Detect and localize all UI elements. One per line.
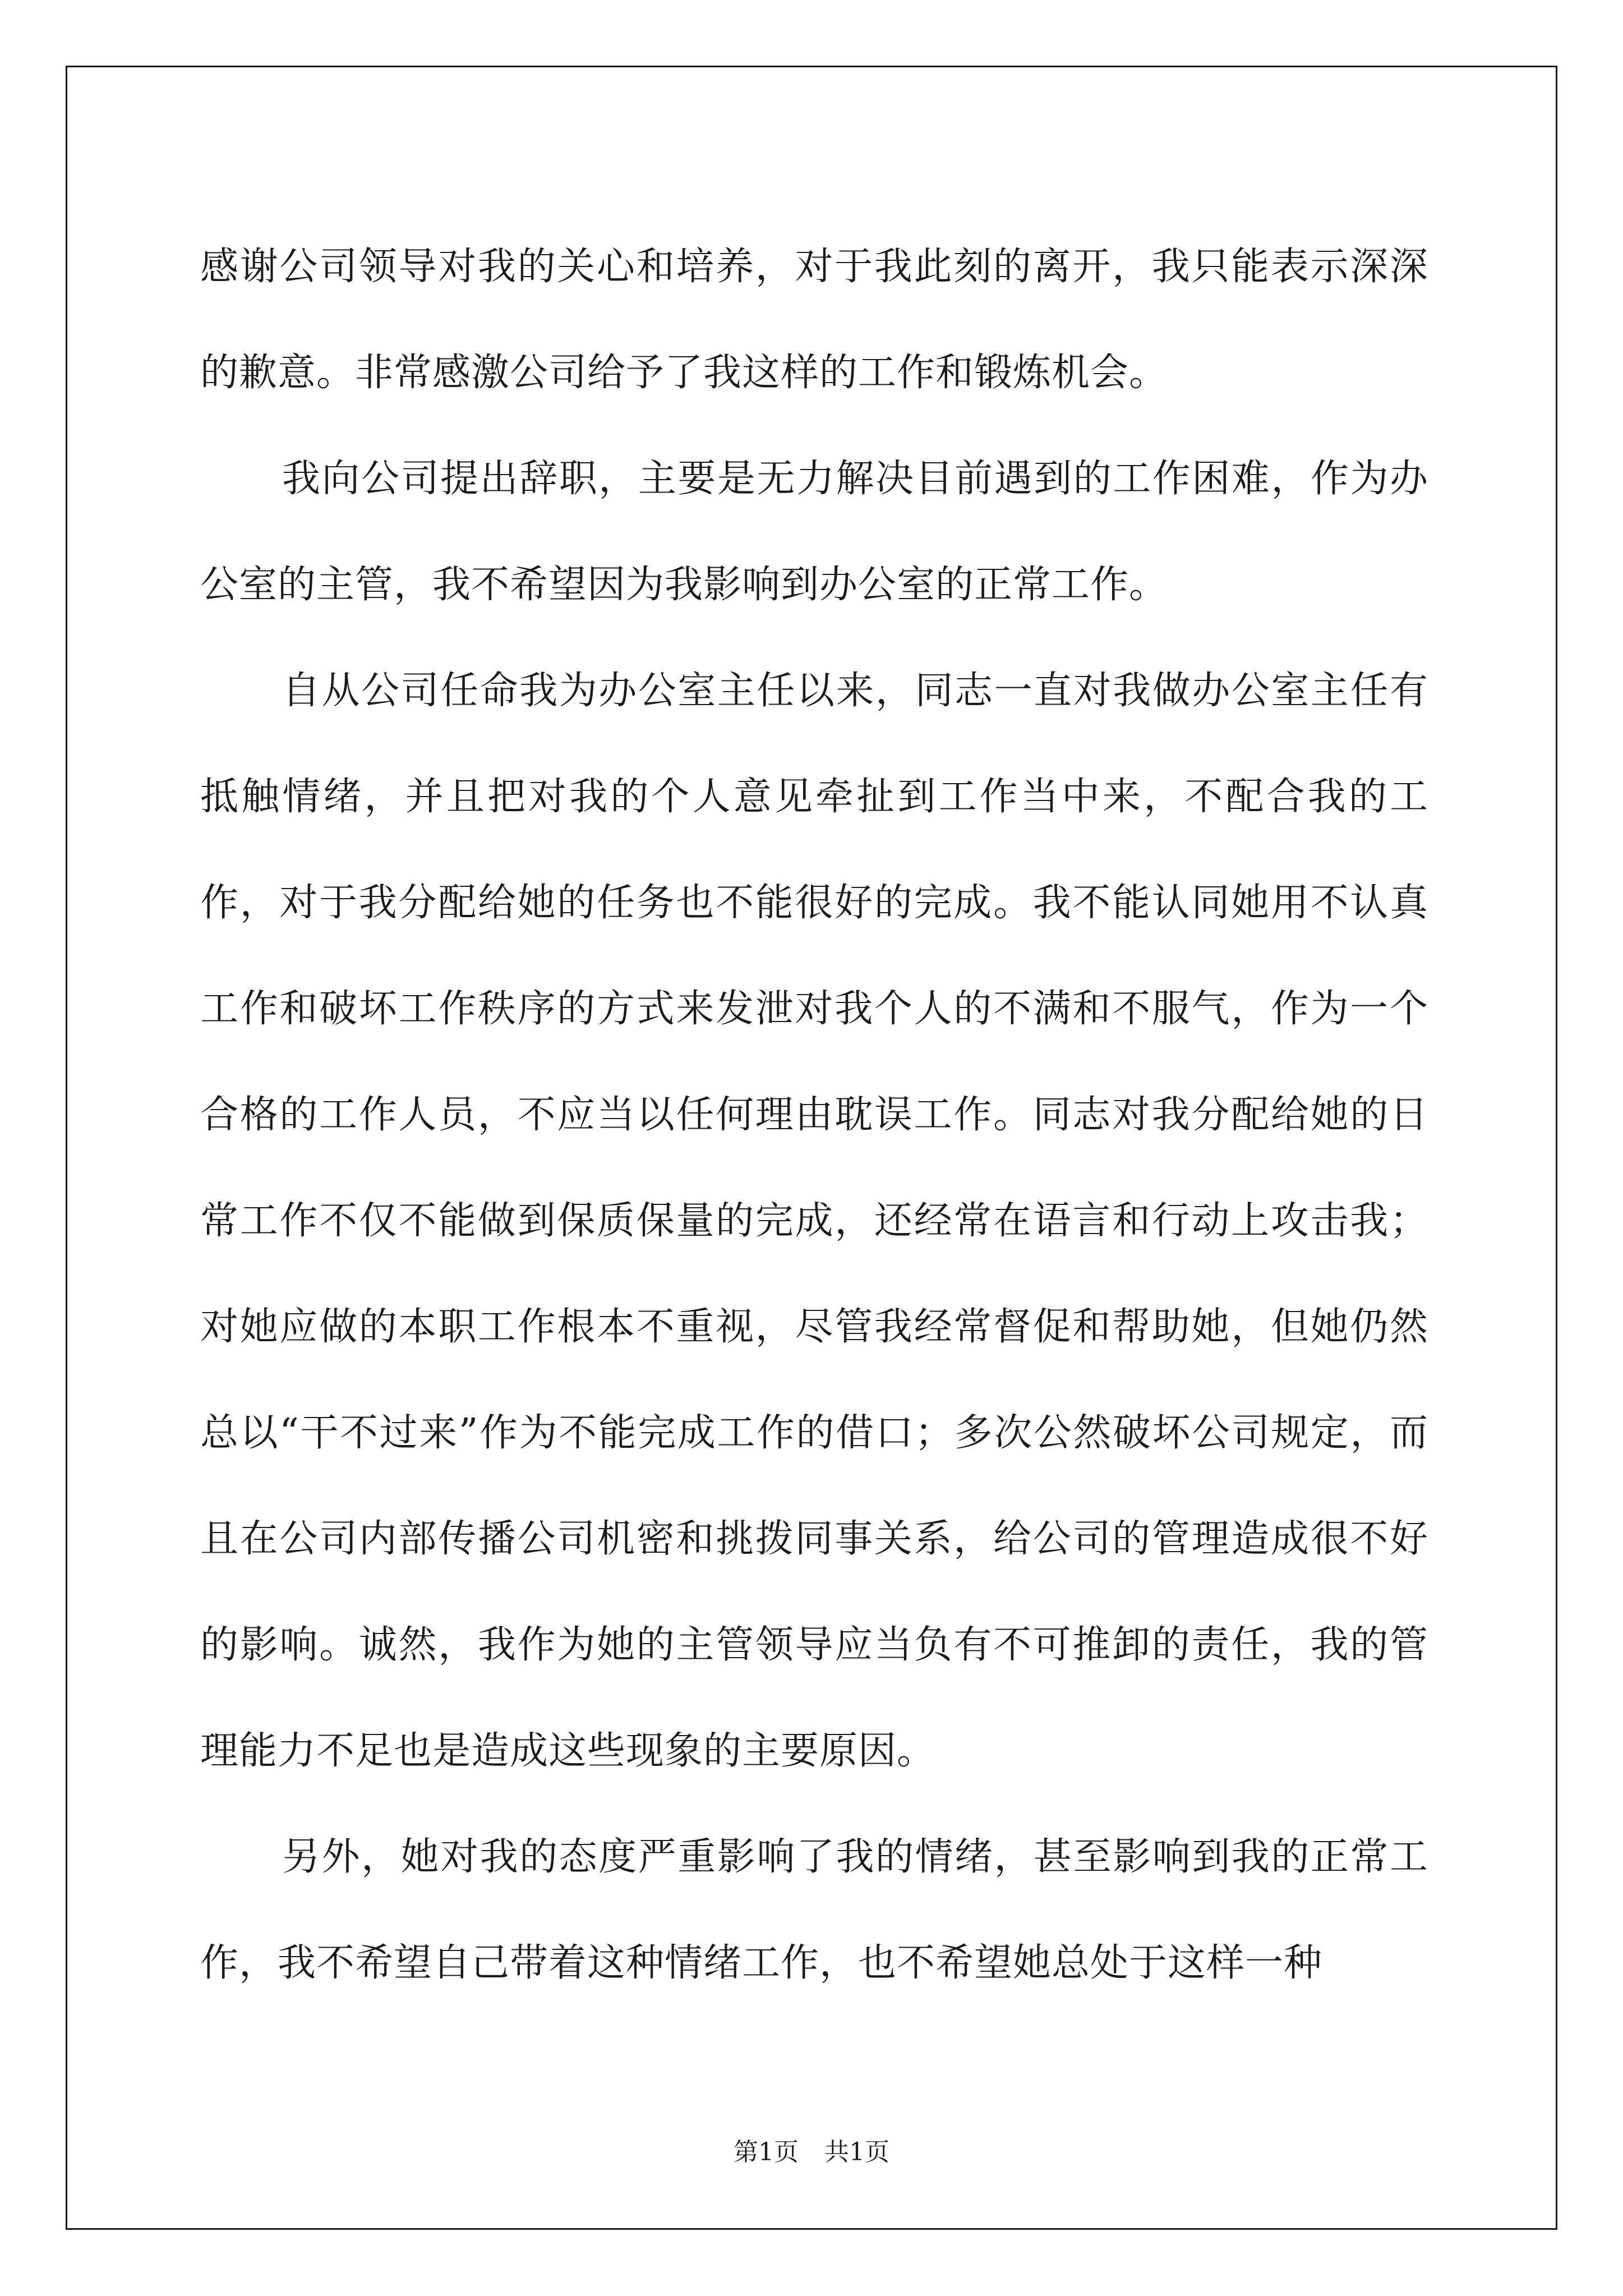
paragraph-colleague-conflict: 自从公司任命我为办公室主任以来，同志一直对我做办公室主任有抵触情绪，并且把对我的个人意见牵扯到工作当中来，不配合我的工作，对于我分配给她的任务也不能很好的完成。我不能认同她用不认真工作和破坏工作秩序的方式来发泄对我个人的不满和不服气，作为一个合格的工作人员，不应当以任何理由耽误工作。同志对我分配给她的日常工作不仅不能做到保质保量的完成，还经常在语言和行动上攻击我；对她应做的本职工作根本不重视，尽管我经常督促和帮助她，但她仍然总以“干不过来”作为不能完成工作的借口；多次公然破坏公司规定，而且在公司内部传播公司机密和挑拨同事关系，给公司的管理造成很不好的影响。诚然，我作为她的主管领导应当负有不可推卸的责任，我的管理能力不足也是造成这些现象的主要原因。 [200, 669, 1428, 1773]
page-footer [0, 2132, 1623, 2168]
page-number-total: 共1页 [824, 2138, 889, 2166]
paragraph-resignation-reason: 我向公司提出辞职，主要是无力解决目前遇到的工作困难，作为办公室的主管，我不希望因为我影响到办公室的正常工作。 [200, 457, 1428, 607]
page-number-current: 第1页 [734, 2138, 799, 2166]
document-body [200, 214, 1428, 2016]
paragraph-thanks: 感谢公司领导对我的关心和培养，对于我此刻的离开，我只能表示深深的歉意。非常感激公司给予了我这样的工作和锻炼机会。 [200, 245, 1428, 395]
paragraph-emotional-impact: 另外，她对我的态度严重影响了我的情绪，甚至影响到我的正常工作，我不希望自己带着这种情绪工作，也不希望她总处于这样一种 [200, 1835, 1428, 1985]
